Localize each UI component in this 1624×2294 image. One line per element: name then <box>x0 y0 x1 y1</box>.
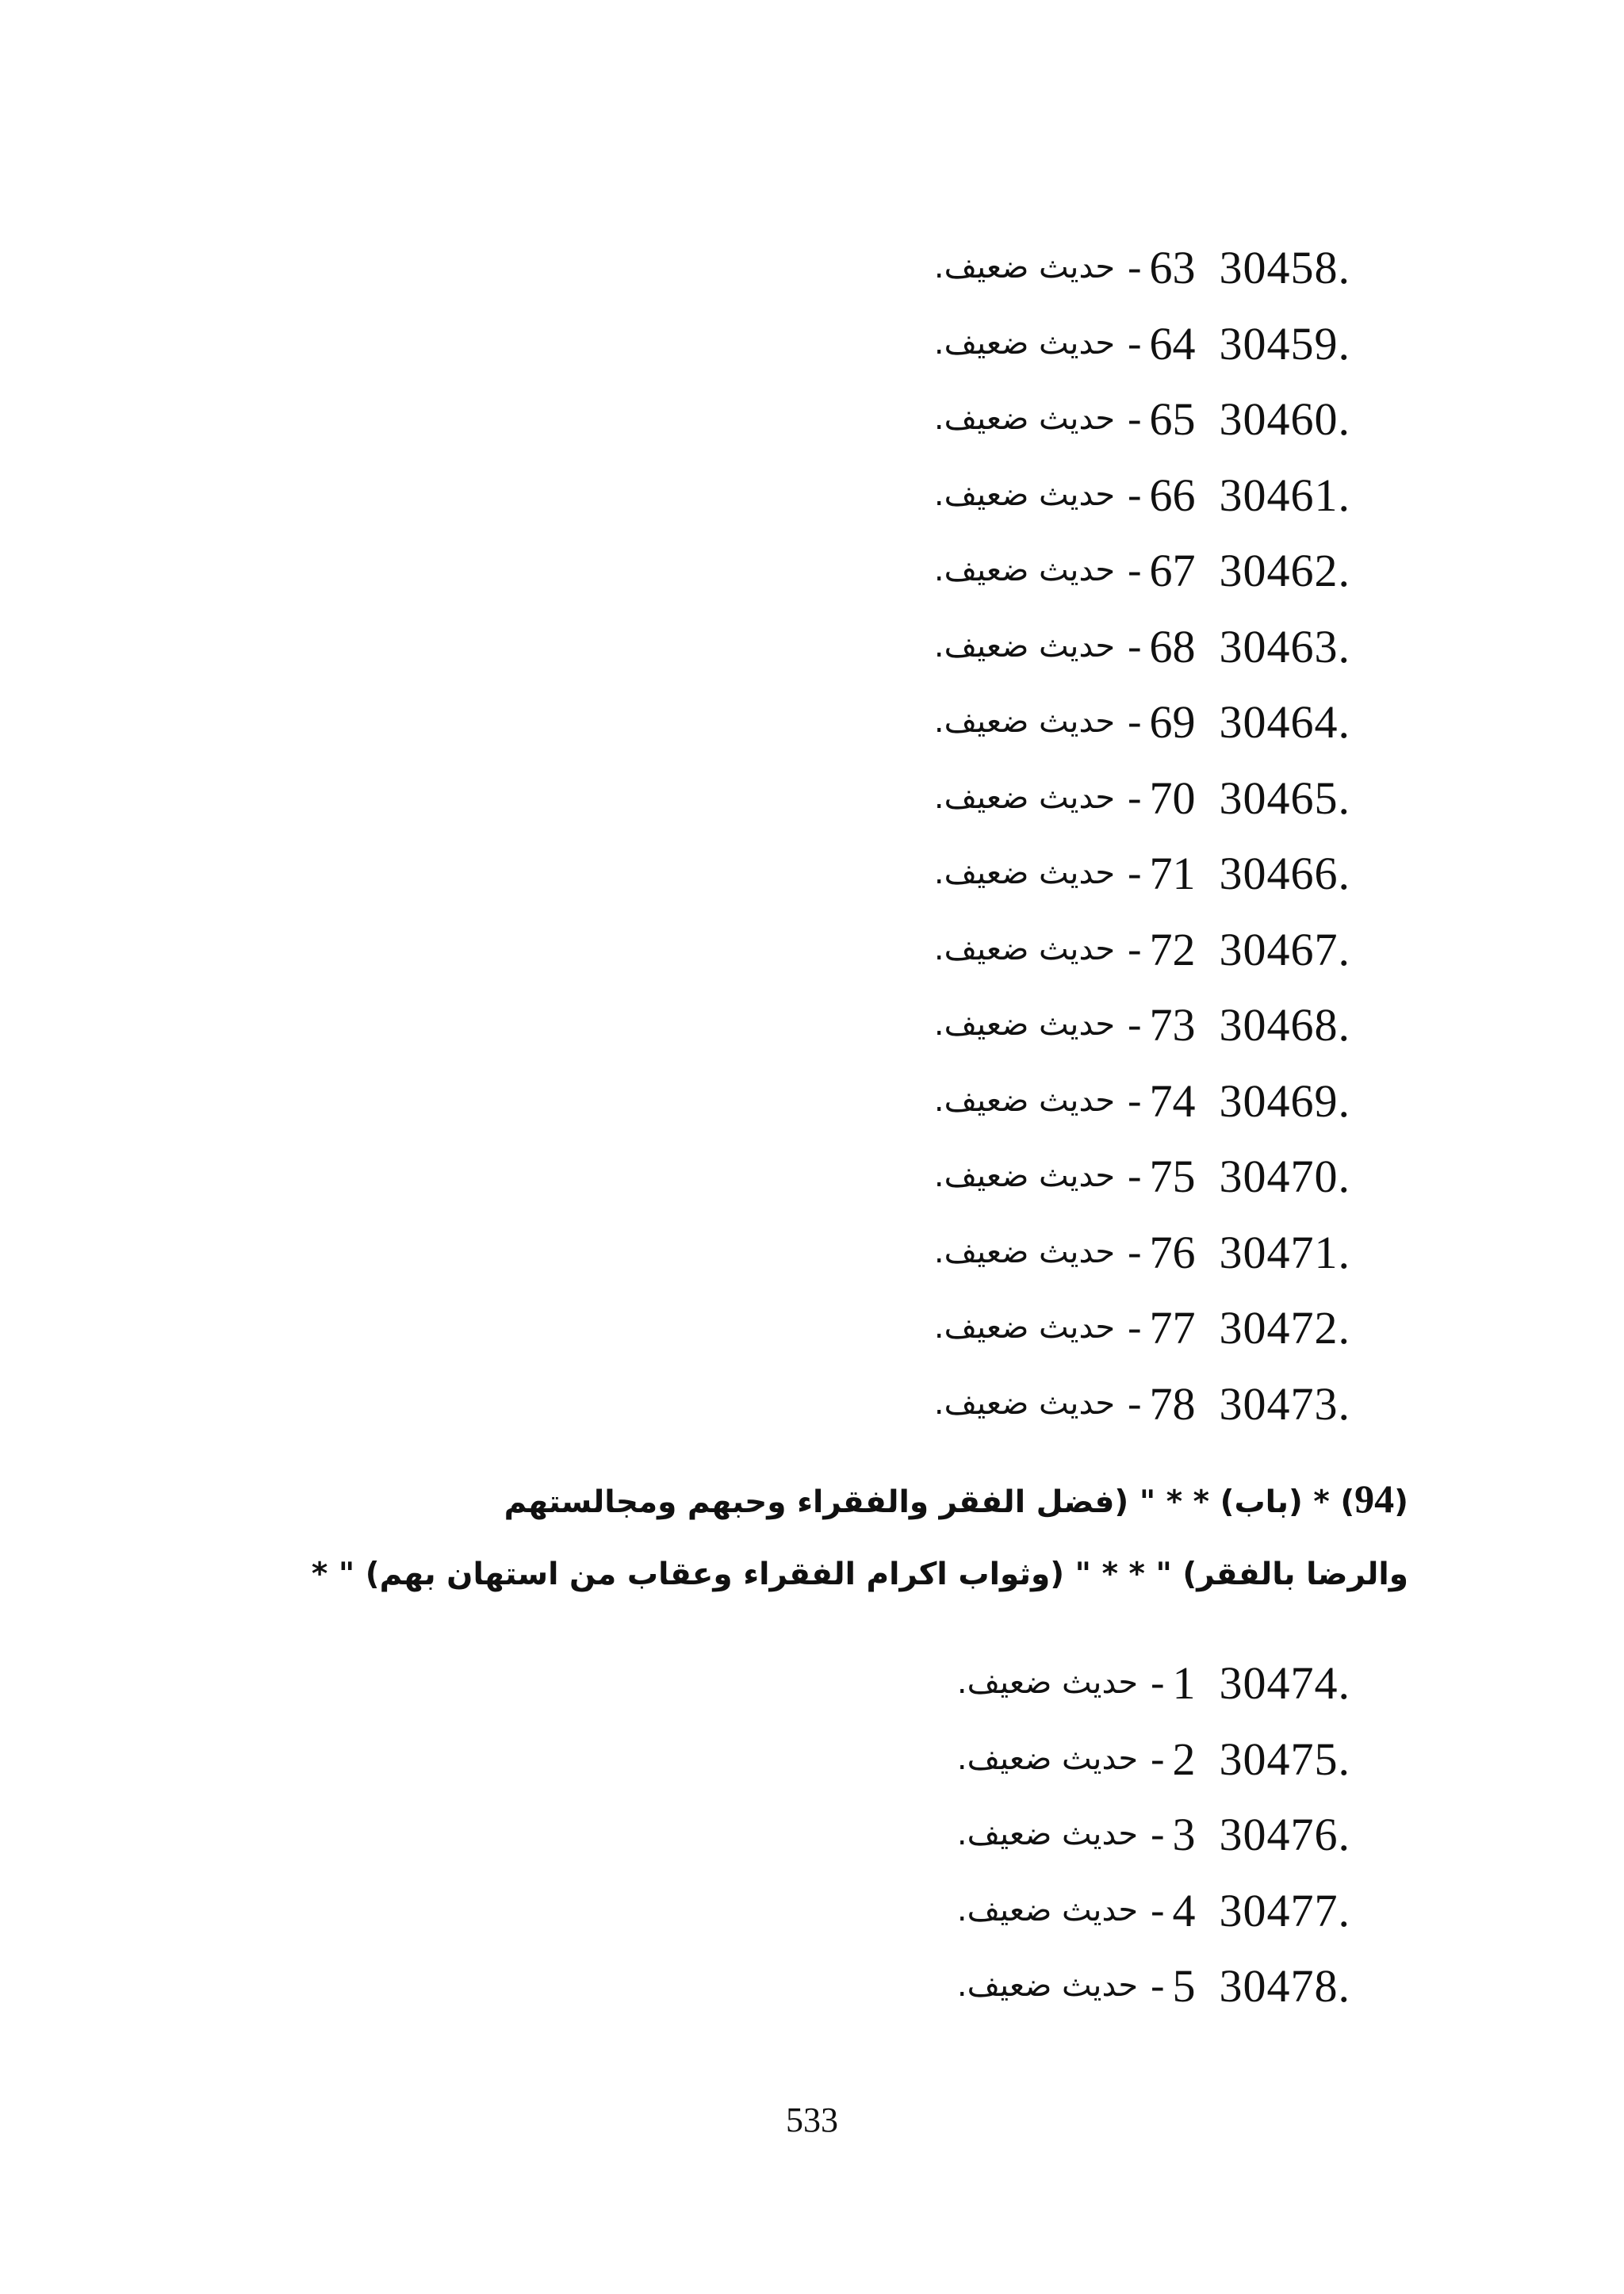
entry-text: حديث ضعيف. <box>956 1664 1139 1701</box>
entry-text: حديث ضعيف. <box>956 1891 1139 1928</box>
entry-number: 30468. <box>1219 999 1350 1051</box>
entry-sub-number: 65 <box>1149 393 1196 445</box>
list-item: 30469. 74 - حديث ضعيف. <box>399 1063 1350 1139</box>
entry-text: حديث ضعيف. <box>933 930 1116 967</box>
list-item: 30460. 65 - حديث ضعيف. <box>399 381 1350 458</box>
entry-text: حديث ضعيف. <box>933 703 1116 740</box>
entry-sub-number: 76 <box>1149 1226 1196 1278</box>
entry-number: 30478. <box>1219 1960 1350 2012</box>
entry-text: حديث ضعيف. <box>956 1816 1139 1852</box>
entry-text: حديث ضعيف. <box>933 552 1116 588</box>
list-item: 30467. 72 - حديث ضعيف. <box>399 912 1350 988</box>
entries-list-bottom <box>399 1645 1350 2024</box>
list-item: 30475. 2 - حديث ضعيف. <box>399 1721 1350 1798</box>
section-number: 94 <box>1354 1476 1395 1521</box>
entry-number: 30462. <box>1219 545 1350 596</box>
entry-number: 30466. <box>1219 848 1350 899</box>
entry-text: حديث ضعيف. <box>956 1967 1139 2004</box>
entry-sub-number: 64 <box>1149 317 1196 370</box>
list-item: 30458. 63 - حديث ضعيف. <box>399 230 1350 306</box>
section-heading <box>219 1461 1408 1613</box>
entry-sub-number: 66 <box>1149 469 1196 521</box>
entry-number: 30465. <box>1219 772 1350 824</box>
entry-text: حديث ضعيف. <box>933 1158 1116 1194</box>
list-item: 30463. 68 - حديث ضعيف. <box>399 609 1350 685</box>
entry-number: 30477. <box>1219 1884 1350 1936</box>
entry-sub-number: 74 <box>1149 1074 1196 1127</box>
list-item: 30473. 78 - حديث ضعيف. <box>399 1366 1350 1442</box>
entry-number: 30469. <box>1219 1074 1350 1127</box>
entry-text: حديث ضعيف. <box>933 1082 1116 1119</box>
list-item: 30464. 69 - حديث ضعيف. <box>399 684 1350 760</box>
entry-number: 30467. <box>1219 923 1350 975</box>
entry-number: 30458. <box>1219 242 1350 293</box>
entry-number: 30471. <box>1219 1226 1350 1278</box>
entry-sub-number: 5 <box>1172 1960 1196 2012</box>
entry-sub-number: 63 <box>1149 242 1196 293</box>
entry-text: حديث ضعيف. <box>933 627 1116 664</box>
list-item: 30474. 1 - حديث ضعيف. <box>399 1645 1350 1721</box>
entry-sub-number: 68 <box>1149 620 1196 672</box>
list-item: 30472. 77 - حديث ضعيف. <box>399 1290 1350 1366</box>
entry-text: حديث ضعيف. <box>933 249 1116 285</box>
entry-text: حديث ضعيف. <box>933 1309 1116 1346</box>
entry-sub-number: 78 <box>1149 1377 1196 1430</box>
entry-number: 30473. <box>1219 1377 1350 1430</box>
entry-number: 30461. <box>1219 469 1350 521</box>
section-title-part-1: * (باب) * * " (فضل الفقر والفقراء وحبهم ومجالستهم <box>504 1484 1330 1520</box>
entry-number: 30460. <box>1219 393 1350 445</box>
entry-number: 30459. <box>1219 317 1350 370</box>
list-item: 30465. 70 - حديث ضعيف. <box>399 760 1350 837</box>
entry-number: 30476. <box>1219 1809 1350 1860</box>
entries-list-top <box>399 230 1350 1442</box>
entry-number: 30464. <box>1219 696 1350 748</box>
entry-sub-number: 1 <box>1172 1657 1196 1709</box>
entry-sub-number: 73 <box>1149 999 1196 1051</box>
entry-text: حديث ضعيف. <box>933 1233 1116 1270</box>
entry-number: 30475. <box>1219 1733 1350 1785</box>
section-title-part-2: والرضا بالفقر) " * * " (وثواب اكرام الفقراء وعقاب من استهان بهم) " * <box>311 1557 1408 1592</box>
list-item: 30466. 71 - حديث ضعيف. <box>399 836 1350 912</box>
list-item: 30470. 75 - حديث ضعيف. <box>399 1139 1350 1215</box>
entry-number: 30474. <box>1219 1657 1350 1709</box>
entry-sub-number: 69 <box>1149 696 1196 748</box>
entry-sub-number: 70 <box>1149 772 1196 824</box>
page-number: 533 <box>786 2101 838 2139</box>
entry-text: حديث ضعيف. <box>933 1006 1116 1043</box>
entry-text: حديث ضعيف. <box>933 855 1116 891</box>
entry-number: 30463. <box>1219 620 1350 672</box>
entry-text: حديث ضعيف. <box>956 1740 1139 1777</box>
entry-sub-number: 4 <box>1172 1884 1196 1936</box>
entry-sub-number: 75 <box>1149 1151 1196 1202</box>
entry-text: حديث ضعيف. <box>933 1384 1116 1422</box>
section-heading-line-1: (94) * (باب) * * " (فضل الفقر والفقراء وحبهم ومجالستهم <box>504 1476 1408 1521</box>
entry-text: حديث ضعيف. <box>933 476 1116 513</box>
entry-text: حديث ضعيف. <box>933 324 1116 362</box>
list-item: 30462. 67 - حديث ضعيف. <box>399 533 1350 609</box>
entry-sub-number: 2 <box>1172 1733 1196 1785</box>
entry-number: 30470. <box>1219 1151 1350 1202</box>
section-heading-line-2 <box>219 1537 1408 1613</box>
entry-sub-number: 72 <box>1149 923 1196 975</box>
entry-text: حديث ضعيف. <box>933 779 1116 816</box>
entry-sub-number: 67 <box>1149 545 1196 596</box>
list-item: 30478. 5 - حديث ضعيف. <box>399 1948 1350 2024</box>
list-item: 30471. 76 - حديث ضعيف. <box>399 1215 1350 1291</box>
entry-number: 30472. <box>1219 1302 1350 1354</box>
list-item: 30476. 3 - حديث ضعيف. <box>399 1797 1350 1873</box>
list-item: 30459. 64 - حديث ضعيف. <box>399 306 1350 382</box>
entry-sub-number: 77 <box>1149 1302 1196 1354</box>
list-item: 30461. 66 - حديث ضعيف. <box>399 458 1350 534</box>
list-item: 30468. 73 - حديث ضعيف. <box>399 987 1350 1063</box>
entry-text: حديث ضعيف. <box>933 400 1116 437</box>
entry-sub-number: 71 <box>1149 848 1196 899</box>
entry-sub-number: 3 <box>1172 1809 1196 1860</box>
list-item: 30477. 4 - حديث ضعيف. <box>399 1873 1350 1949</box>
